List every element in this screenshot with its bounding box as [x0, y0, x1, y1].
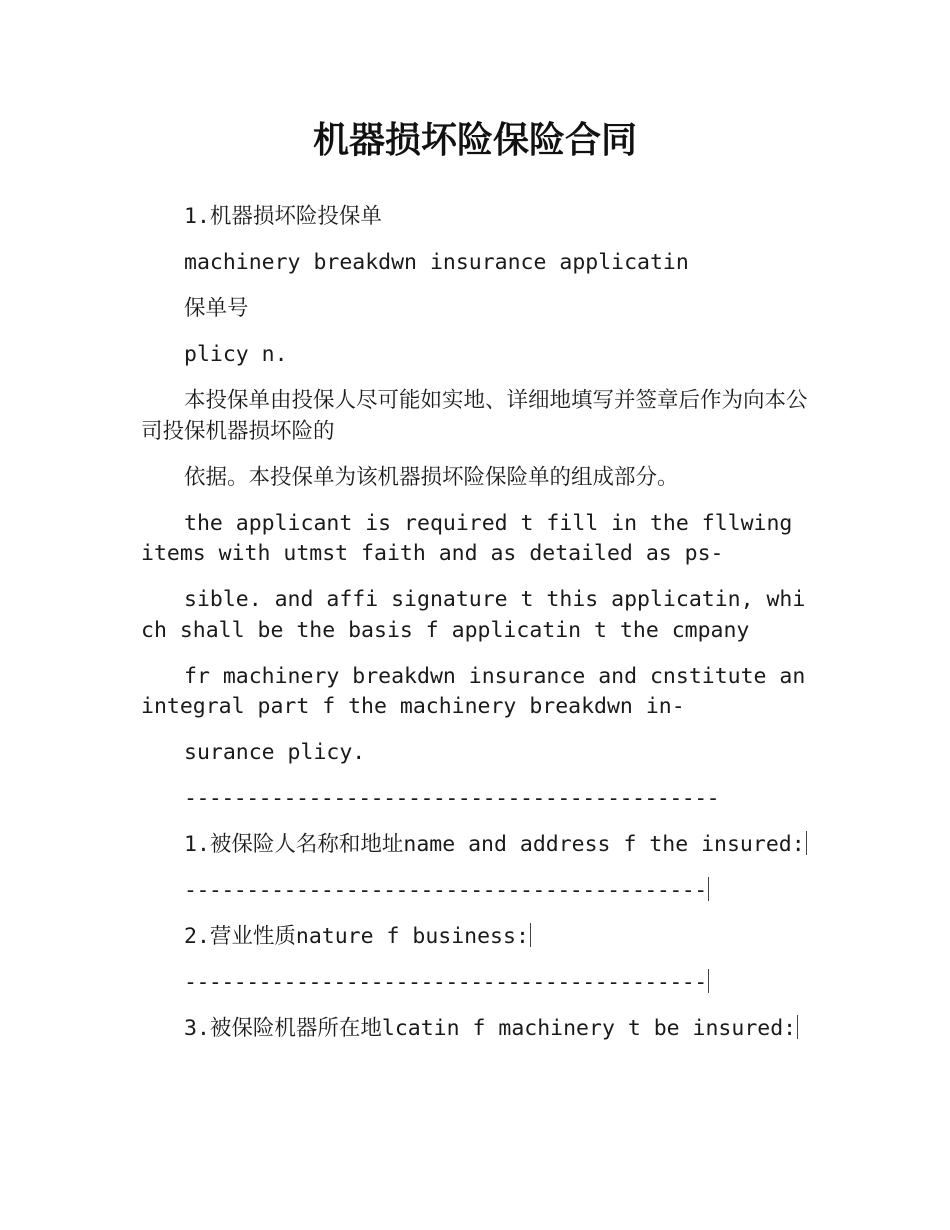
field-insured-name-address: [141, 830, 811, 861]
fill-line: ------------------------------------------: [184, 878, 707, 903]
intro-paragraph-en-1: the applicant is required t fill in the fllwing items with utmst faith and as detailed as ps-: [141, 510, 806, 566]
field-cursor-bar: [797, 1015, 798, 1039]
policy-number-label: 保单号: [184, 296, 249, 321]
document-body: [141, 202, 819, 1060]
document-title: 机器损坏险保险合同: [312, 120, 637, 161]
field-cursor-bar: [806, 831, 807, 855]
field-label: 3.被保险机器所在地lcatin f machinery t be insured:: [184, 1016, 797, 1041]
field-label: 2.营业性质nature f business:: [184, 924, 529, 949]
fill-line: ------------------------------------------: [184, 970, 707, 995]
field-machinery-location: [141, 1014, 811, 1045]
intro-paragraph-en-2: sible. and affi signature t this applicatin, which shall be the basis f applicatin t the cmpany: [141, 587, 806, 643]
field-cursor-bar: [708, 969, 709, 993]
field-cursor-bar: [708, 877, 709, 901]
policy-number-label-english: plicy n.: [184, 342, 288, 367]
separator-line: -------------------------------------------: [184, 786, 720, 811]
intro-paragraph-cn-1: 本投保单由投保人尽可能如实地、详细地填写并签章后作为向本公司投保机器损坏险的: [141, 388, 808, 444]
section-heading: 1.机器损坏险投保单: [184, 204, 382, 229]
field-label: 1.被保险人名称和地址name and address f the insured:: [184, 832, 805, 857]
field-nature-of-business: [141, 922, 811, 953]
intro-paragraph-cn-2: 依据。本投保单为该机器损坏险保险单的组成部分。: [184, 464, 679, 490]
field-nature-of-business-line[interactable]: [141, 968, 811, 999]
section-heading-english: machinery breakdwn insurance applicatin: [184, 250, 689, 275]
field-insured-name-address-line[interactable]: [141, 876, 811, 907]
field-cursor-bar: [530, 923, 531, 947]
intro-paragraph-en-4: surance plicy.: [184, 740, 366, 765]
intro-paragraph-en-3: fr machinery breakdwn insurance and cnstitute an integral part f the machinery breakdwn in-: [141, 663, 819, 719]
